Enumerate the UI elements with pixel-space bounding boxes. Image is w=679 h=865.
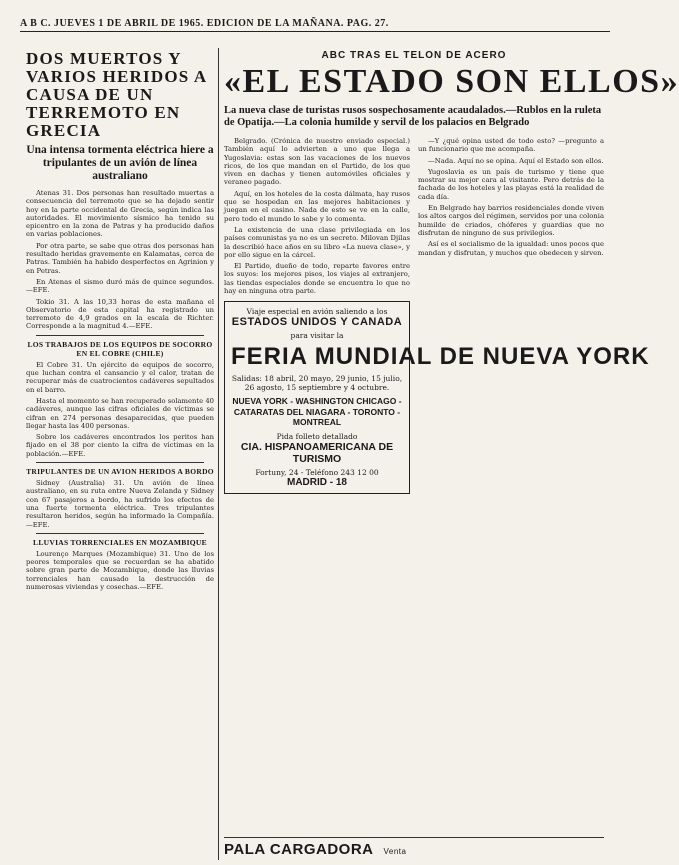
ad-cities: NUEVA YORK - WASHINGTON CHICAGO - CATARATAS DEL NIAGARA - TORONTO - MONTREAL (232, 396, 402, 428)
section-heading: LOS TRABAJOS DE LOS EQUIPOS DE SOCORRO EN EL COBRE (CHILE) (27, 339, 213, 358)
article-paragraph: El Partido, dueño de todo, reparte favores entre los suyos: los mejores pisos, los viajes al extranjero, las tiendas especiales donde se encuentra lo que no hay en ninguna otra parte. (224, 262, 410, 296)
article-paragraph: Aquí, en los hoteles de la costa dálmata, hay rusos que se hospedan en las mejores habitaciones y juegan en el casino. Nada de esto se ve en la calle, pero todo el mundo lo sabe y lo comenta. (224, 189, 410, 223)
article-paragraph: La existencia de una clase privilegiada en los países comunistas ya no es un secreto. Milovan Djilas la describió hace años en su libro «La nueva clase», y por ello sigue en la cárcel. (224, 225, 410, 259)
ad-folleto: Pida folleto detallado (276, 431, 358, 441)
ad-title: FERIA MUNDIAL DE NUEVA YORK (231, 343, 650, 371)
column-rule (218, 48, 219, 860)
article-paragraph: En Atenas el sismo duró más de quince segundos.—EFE. (26, 277, 214, 295)
article-paragraph: —Y ¿qué opina usted de todo esto? —pregunto a un funcionario que me acompaña. (418, 137, 604, 154)
ad-dates: Salidas: 18 abril, 20 mayo, 29 junio, 15 julio, 26 agosto, 15 septiembre y 4 octubre. (231, 374, 403, 393)
earthquake-subheadline: Una intensa tormenta eléctrica hiere a tripulantes de un avión de línea australiano (26, 144, 214, 182)
travel-advertisement (224, 301, 650, 494)
article-paragraph: Hasta el momento se han recuperado solamente 40 cadáveres, aunque las cifras oficiales de víctimas se cifran en 274 personas desaparecidas, que pueden llegar hasta las 400 personas. (26, 396, 214, 430)
article-paragraph: Así es el socialismo de la igualdad: unos pocos que mandan y disfrutan, y muchos que obedecen y sirven. (418, 240, 604, 257)
earthquake-headline: DOS MUERTOS Y VARIOS HERIDOS A CAUSA DE UN TERREMOTO EN GRECIA (26, 49, 207, 140)
article-paragraph: Sobre los cadáveres encontrados los peritos han fijado en el 38 por ciento la cifra de víctimas en la población.—EFE. (26, 433, 214, 458)
article-body (224, 137, 650, 494)
section-kicker: ABC TRAS EL TELON DE ACERO (321, 50, 507, 61)
article-paragraph: Sidney (Australia) 31. Un avión de línea australiano, en su ruta entre Nueva Zelanda y Sidney con 67 pasajeros a bordo, ha sufrido los efectos de una fuerte tormenta eléctrica. Tres tripulantes resultaron heridos, según ha informado la Compañía.—EFE. (26, 479, 214, 529)
ad-address: Fortuny, 24 - Teléfono 243 12 00 (255, 467, 379, 477)
ad-city: MADRID - 18 (286, 476, 347, 488)
article-body-column-2 (418, 137, 604, 494)
article-paragraph: Atenas 31. Dos personas han resultado muertas a consecuencia del terremoto que se ha dejado sentir hoy en la parte occidental de Grecia, según indica las autoridades. El movimiento sísmico ha tenido su epicentro en la zona de Patras y ha producido daños en varias poblaciones. (26, 189, 214, 239)
ad-company: CIA. HISPANOAMERICANA DE TURISMO (240, 440, 394, 465)
article-paragraph: Por otra parte, se sabe que otras dos personas han resultado heridas gravemente en Kalamatas, cerca de Patras. También ha habido desperfectos en Agrinion y en Petras. (26, 241, 214, 275)
article-paragraph: Lourenço Marques (Mozambique) 31. Uno de los peores temporales que se recuerdan se ha abatido sobre gran parte de Mozambique, donde las lluvias torrenciales han causado la destrucción de numerosas viviendas y cosechas.—EFE. (26, 549, 214, 591)
section-divider (36, 462, 204, 463)
classified-ad-tag: Venta (383, 847, 407, 856)
article-paragraph: Tokio 31. A las 10,33 horas de esta mañana el Observatorio de esta capital ha registrado un terremoto de 4,9 grados en la escala de Richter. Corresponde a la magnitud 4.—EFE. (26, 297, 214, 331)
article-paragraph: Belgrado. (Crónica de nuestro enviado especial.) También aquí lo advierten a uno que llega a Yugoslavia: estas son las vacaciones de los nuevos ricos, de los que mandan en el Partido, de los que viven en dachas y tienen automóviles oficiales y veraneo pagado. (224, 137, 410, 187)
ad-line: Viaje especial en avión saliendo a los (246, 307, 388, 317)
classified-ad-title: PALA CARGADORA (224, 841, 374, 858)
section-divider (36, 533, 204, 534)
right-column (224, 50, 679, 860)
ad-destination: ESTADOS UNIDOS Y CANADA (231, 316, 403, 329)
section-divider (36, 335, 204, 336)
left-column (26, 50, 214, 860)
article-paragraph: —Nada. Aquí no se opina. Aquí el Estado son ellos. (428, 156, 604, 165)
section-heading: LLUVIAS TORRENCIALES EN MOZAMBIQUE (33, 537, 207, 547)
masthead: A B C. JUEVES 1 DE ABRIL DE 1965. EDICION DE LA MAÑANA. PAG. 27. (20, 18, 610, 32)
ad-line: para visitar la (290, 331, 344, 341)
main-subheadline: La nueva clase de turistas rusos sospechosamente acaudalados.—Rublos en la ruleta de Opatija.—La colonia humilde y servil de los palacios en Belgrado (224, 105, 602, 128)
main-headline: «EL ESTADO SON ELLOS» (224, 63, 679, 100)
article-paragraph: El Cobre 31. Un ejército de equipos de socorro, que luchan contra el cansancio y el calor, tratan de recuperar más de cuatrocientos cadáveres sepultados en el barro. (26, 360, 214, 394)
classified-ad (224, 837, 604, 858)
article-paragraph: En Belgrado hay barrios residenciales donde viven los altos cargos del régimen, servidos por una colonia humilde de criados, chóferes y guardias que no disfrutan de ninguno de sus privilegios. (418, 204, 604, 237)
article-paragraph: Yugoslavia es un país de turismo y tiene que mostrar su mejor cara al visitante. Pero detrás de la fachada de los hoteles y las playas está la realidad de cada día. (418, 167, 604, 201)
section-heading: TRIPULANTES DE UN AVION HERIDOS A BORDO (26, 467, 214, 477)
